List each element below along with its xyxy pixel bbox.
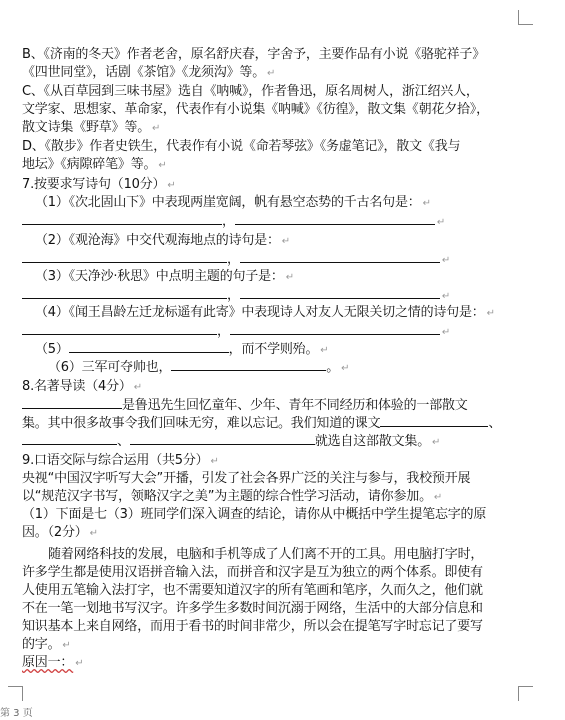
q9-sub-1-line-2 (22, 524, 555, 541)
answer-blank[interactable] (22, 250, 227, 263)
dun-mark: 、 (117, 434, 130, 449)
return-mark-icon: ↵ (75, 658, 84, 669)
return-mark-icon: ↵ (441, 291, 450, 302)
passage-text-5: 知识基本上来自网络，而用于看书的时间非常少，所以会在提笔写字时忘记了要写 (22, 619, 483, 634)
passage-line (22, 636, 555, 653)
q8-line-2-text: 集。其中很多故事令我们回味无穷，难以忘记。我们知道的课文 (22, 416, 381, 431)
comma: ， (217, 324, 230, 339)
answer-blank[interactable] (230, 322, 440, 335)
text-line (22, 83, 555, 100)
passage-text-1: 随着网络科技的发展，电脑和手机等成了人们离不开的工具。用电脑打字时， (48, 547, 484, 562)
answer-blank[interactable] (240, 250, 440, 263)
q7-sub-5-number: （5） (35, 342, 69, 357)
question-8-heading (22, 378, 555, 395)
question-9-heading (22, 452, 555, 469)
q8-line-3-text: 就选自这部散文集。 (314, 434, 431, 449)
return-mark-icon: ↵ (62, 640, 71, 651)
answer-line-row (22, 286, 555, 303)
page-number-footer: 第 3 页 (0, 708, 33, 719)
text-line (22, 46, 555, 63)
dun-mark: 、 (488, 416, 502, 431)
q9-intro-text-1: 央视“中国汉字听写大会”开播，引发了社会各界广泛的关注与参与，我校预开展 (22, 471, 471, 486)
answer-blank[interactable] (130, 432, 315, 445)
passage-text-4: 不在一笔一划地书写汉字。许多学生多数时间沉溺于网络，生活中的大部分信息和 (22, 601, 483, 616)
option-b-line-1: B、《济南的冬天》作者老舍，原名舒庆春，字舍予，主要作品有小说《骆驼祥子》 (22, 47, 486, 62)
return-mark-icon: ↵ (441, 327, 450, 338)
passage-line (22, 618, 555, 635)
return-mark-icon: ↵ (433, 492, 443, 503)
q8-heading-text: 8.名著导读（4分） (22, 379, 132, 394)
text-line (22, 138, 555, 155)
passage-text-6: 的字。 (22, 637, 61, 652)
q7-sub-3-text: （3）《天净沙·秋思》中点明主题的句子是： (35, 269, 284, 284)
return-mark-icon: ↵ (441, 255, 450, 266)
passage-line (22, 600, 555, 617)
q8-line-1-text: 是鲁迅先生回忆童年、少年、青年不同经历和体验的一部散文 (122, 398, 468, 413)
answer-blank[interactable] (240, 286, 440, 299)
answer-blank[interactable] (69, 340, 229, 353)
q8-line-2 (22, 414, 555, 431)
q7-sub-2-text: （2）《观沧海》中交代观海地点的诗句是： (35, 233, 280, 248)
text-line (22, 119, 555, 136)
q9-heading-text: 9.口语交际与综合运用（共5分） (22, 453, 209, 468)
passage-line (22, 582, 555, 599)
reason-one-label: 原因一： (22, 655, 74, 670)
text-line (22, 64, 555, 81)
return-mark-icon: ↵ (341, 363, 350, 374)
answer-blank[interactable] (22, 286, 227, 299)
q7-heading-text: 7.按要求写诗句（10分） (22, 177, 166, 192)
return-mark-icon: ↵ (210, 456, 219, 467)
q9-intro-line-1 (22, 470, 555, 487)
answer-blank[interactable] (171, 358, 326, 371)
q7-sub-4 (35, 304, 555, 321)
q7-sub-1-text: （1）《次北固山下》中表现两崖宽阔，帆有悬空态势的千古名句是： (35, 195, 421, 210)
option-d-line-1: D、《散步》作者史铁生，代表作有小说《命若琴弦》《务虚笔记》，散文《我与 (22, 139, 461, 154)
q7-sub-5 (35, 340, 555, 357)
q9-intro-text-2: 以“规范汉字书写，领略汉字之美”为主题的综合性学习活动，请你参加。 (22, 489, 432, 504)
option-c-line-2: 文学家、思想家、革命家，代表作有小说集《呐喊》《彷徨》，散文集《朝花夕拾》， (22, 102, 489, 117)
return-mark-icon: ↵ (285, 272, 294, 283)
q7-sub-6-text: （6）三军可夺帅也， (48, 360, 172, 375)
passage-line (22, 564, 555, 581)
crop-mark-top-right (518, 10, 533, 25)
answer-blank[interactable] (22, 322, 217, 335)
option-d-line-2: 地坛》《病隙碎笔》等。 (22, 157, 157, 172)
return-mark-icon: ↵ (89, 528, 98, 539)
text-line (22, 101, 555, 118)
option-c-line-1: C、《从百草园到三味书屋》选自《呐喊》，作者鲁迅，原名周树人，浙江绍兴人， (22, 84, 479, 99)
return-mark-icon: ↵ (152, 123, 161, 134)
return-mark-icon: ↵ (432, 437, 441, 448)
q8-line-1 (22, 396, 555, 413)
q9-sub-1-score: 因。（2分） (22, 525, 88, 540)
question-7-heading (22, 176, 555, 193)
q9-sub-1-line-1 (22, 506, 555, 523)
answer-line-row (22, 250, 555, 267)
comma: ， (222, 214, 235, 229)
return-mark-icon: ↵ (158, 160, 167, 171)
option-b-line-2: 《四世同堂》，话剧《茶馆》《龙须沟》等。 (22, 65, 266, 80)
q8-line-3 (22, 432, 555, 449)
text-line (22, 156, 555, 173)
q7-sub-3 (35, 268, 555, 285)
q9-intro-line-2 (22, 488, 555, 505)
return-mark-icon: ↵ (486, 308, 495, 319)
passage-text-3: 人使用五笔输入法打字，也不需要知道汉字的所有笔画和笔序，久而久之，他们就 (22, 583, 483, 598)
period: 。 (326, 360, 340, 375)
return-mark-icon: ↵ (320, 345, 329, 356)
answer-blank[interactable] (22, 432, 117, 445)
reason-line (22, 654, 555, 671)
comma: ， (227, 288, 240, 303)
answer-blank[interactable] (22, 212, 222, 225)
passage-line (48, 546, 555, 563)
q9-sub-1-text: （1）下面是七（3）班同学们深入调查的结论，请你从中概括中学生提笔忘字的原 (22, 507, 487, 522)
q7-sub-5-text: ，而不学则殆。 (228, 342, 319, 357)
return-mark-icon: ↵ (422, 198, 431, 209)
return-mark-icon: ↵ (133, 382, 142, 393)
option-c-line-3: 散文诗集《野草》等。 (22, 120, 151, 135)
q7-sub-1 (35, 194, 555, 211)
comma: ， (227, 252, 240, 267)
passage-text-2: 许多学生都是使用汉语拼音输入法，而拼音和汉字是互为独立的两个体系。即使有 (22, 565, 483, 580)
q7-sub-2 (35, 232, 555, 249)
return-mark-icon: ↵ (436, 217, 445, 228)
answer-blank[interactable] (380, 414, 488, 427)
return-mark-icon: ↵ (267, 68, 276, 79)
crop-mark-bottom-right (518, 686, 533, 701)
answer-line-row (22, 322, 555, 339)
answer-blank[interactable] (235, 212, 435, 225)
return-mark-icon: ↵ (167, 180, 176, 191)
q7-sub-4-text: （4）《闻王昌龄左迁龙标遥有此寄》中表现诗人对友人无限关切之情的诗句是： (35, 305, 485, 320)
return-mark-icon: ↵ (281, 236, 290, 247)
answer-line-row (22, 212, 555, 229)
q7-sub-6 (48, 358, 555, 375)
crop-mark-bottom-left (8, 686, 23, 701)
answer-blank[interactable] (22, 396, 122, 409)
